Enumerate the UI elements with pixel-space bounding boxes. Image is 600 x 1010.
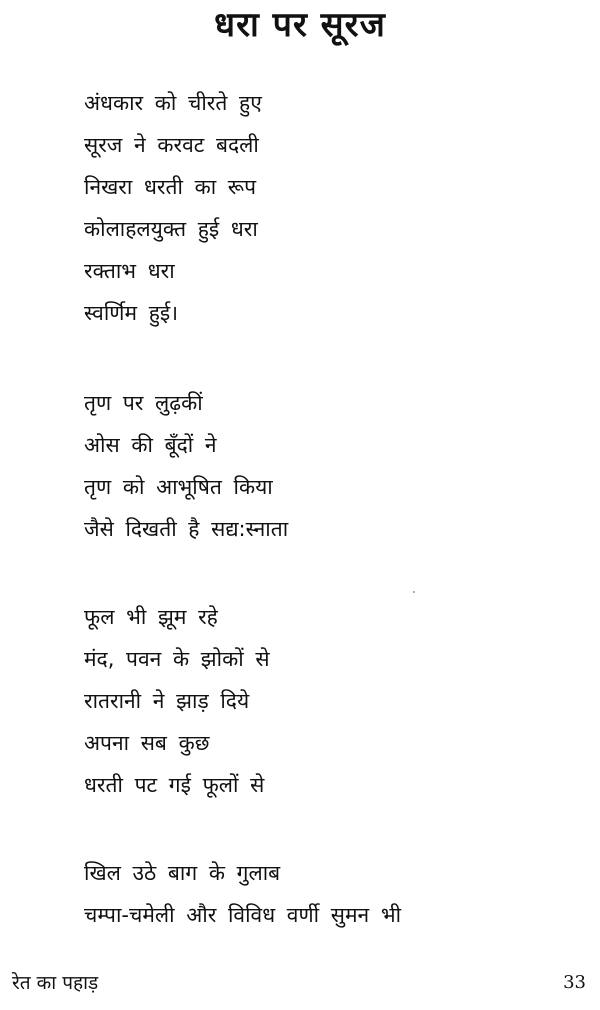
poem-line: सूरज ने करवट बदली (84, 133, 259, 157)
poem-line: रक्ताभ धरा (84, 259, 175, 283)
stanza-4 (84, 852, 401, 936)
poem-line: मंद, पवन के झोकों से (84, 647, 270, 671)
poem-line: निखरा धरती का रूप (84, 175, 257, 199)
poem-line: तृण को आभूषित किया (84, 475, 273, 499)
poem-title: धरा पर सूरज (214, 5, 386, 45)
poem-line: चम्पा-चमेली और विविध वर्णी सुमन भी (84, 903, 402, 927)
poem-line: फूल भी झूम रहे (84, 605, 218, 629)
poem-line: स्वर्णिम हुई। (84, 301, 179, 325)
poem-line: धरती पट गई फूलों से (84, 773, 265, 797)
poem-line: रातरानी ने झाड़ दिये (84, 689, 250, 713)
page-number: 33 (563, 972, 586, 993)
poem-line: कोलाहलयुक्त हुई धरा (84, 217, 258, 241)
poem-line: खिल उठे बाग के गुलाब (84, 861, 281, 885)
scan-speck (413, 591, 415, 593)
book-title: रेत का पहाड़ (12, 972, 99, 994)
stanza-3 (84, 596, 270, 806)
stanza-1 (84, 82, 262, 334)
poem-line: ओस की बूँदों ने (84, 433, 217, 457)
poem-line: अपना सब कुछ (84, 731, 210, 755)
poem-line: तृण पर लुढ़कीं (84, 391, 203, 415)
poem-line: जैसे दिखती है सद्य:स्नाता (84, 517, 289, 541)
poem-line: अंधकार को चीरते हुए (84, 91, 262, 115)
stanza-2 (84, 382, 288, 550)
